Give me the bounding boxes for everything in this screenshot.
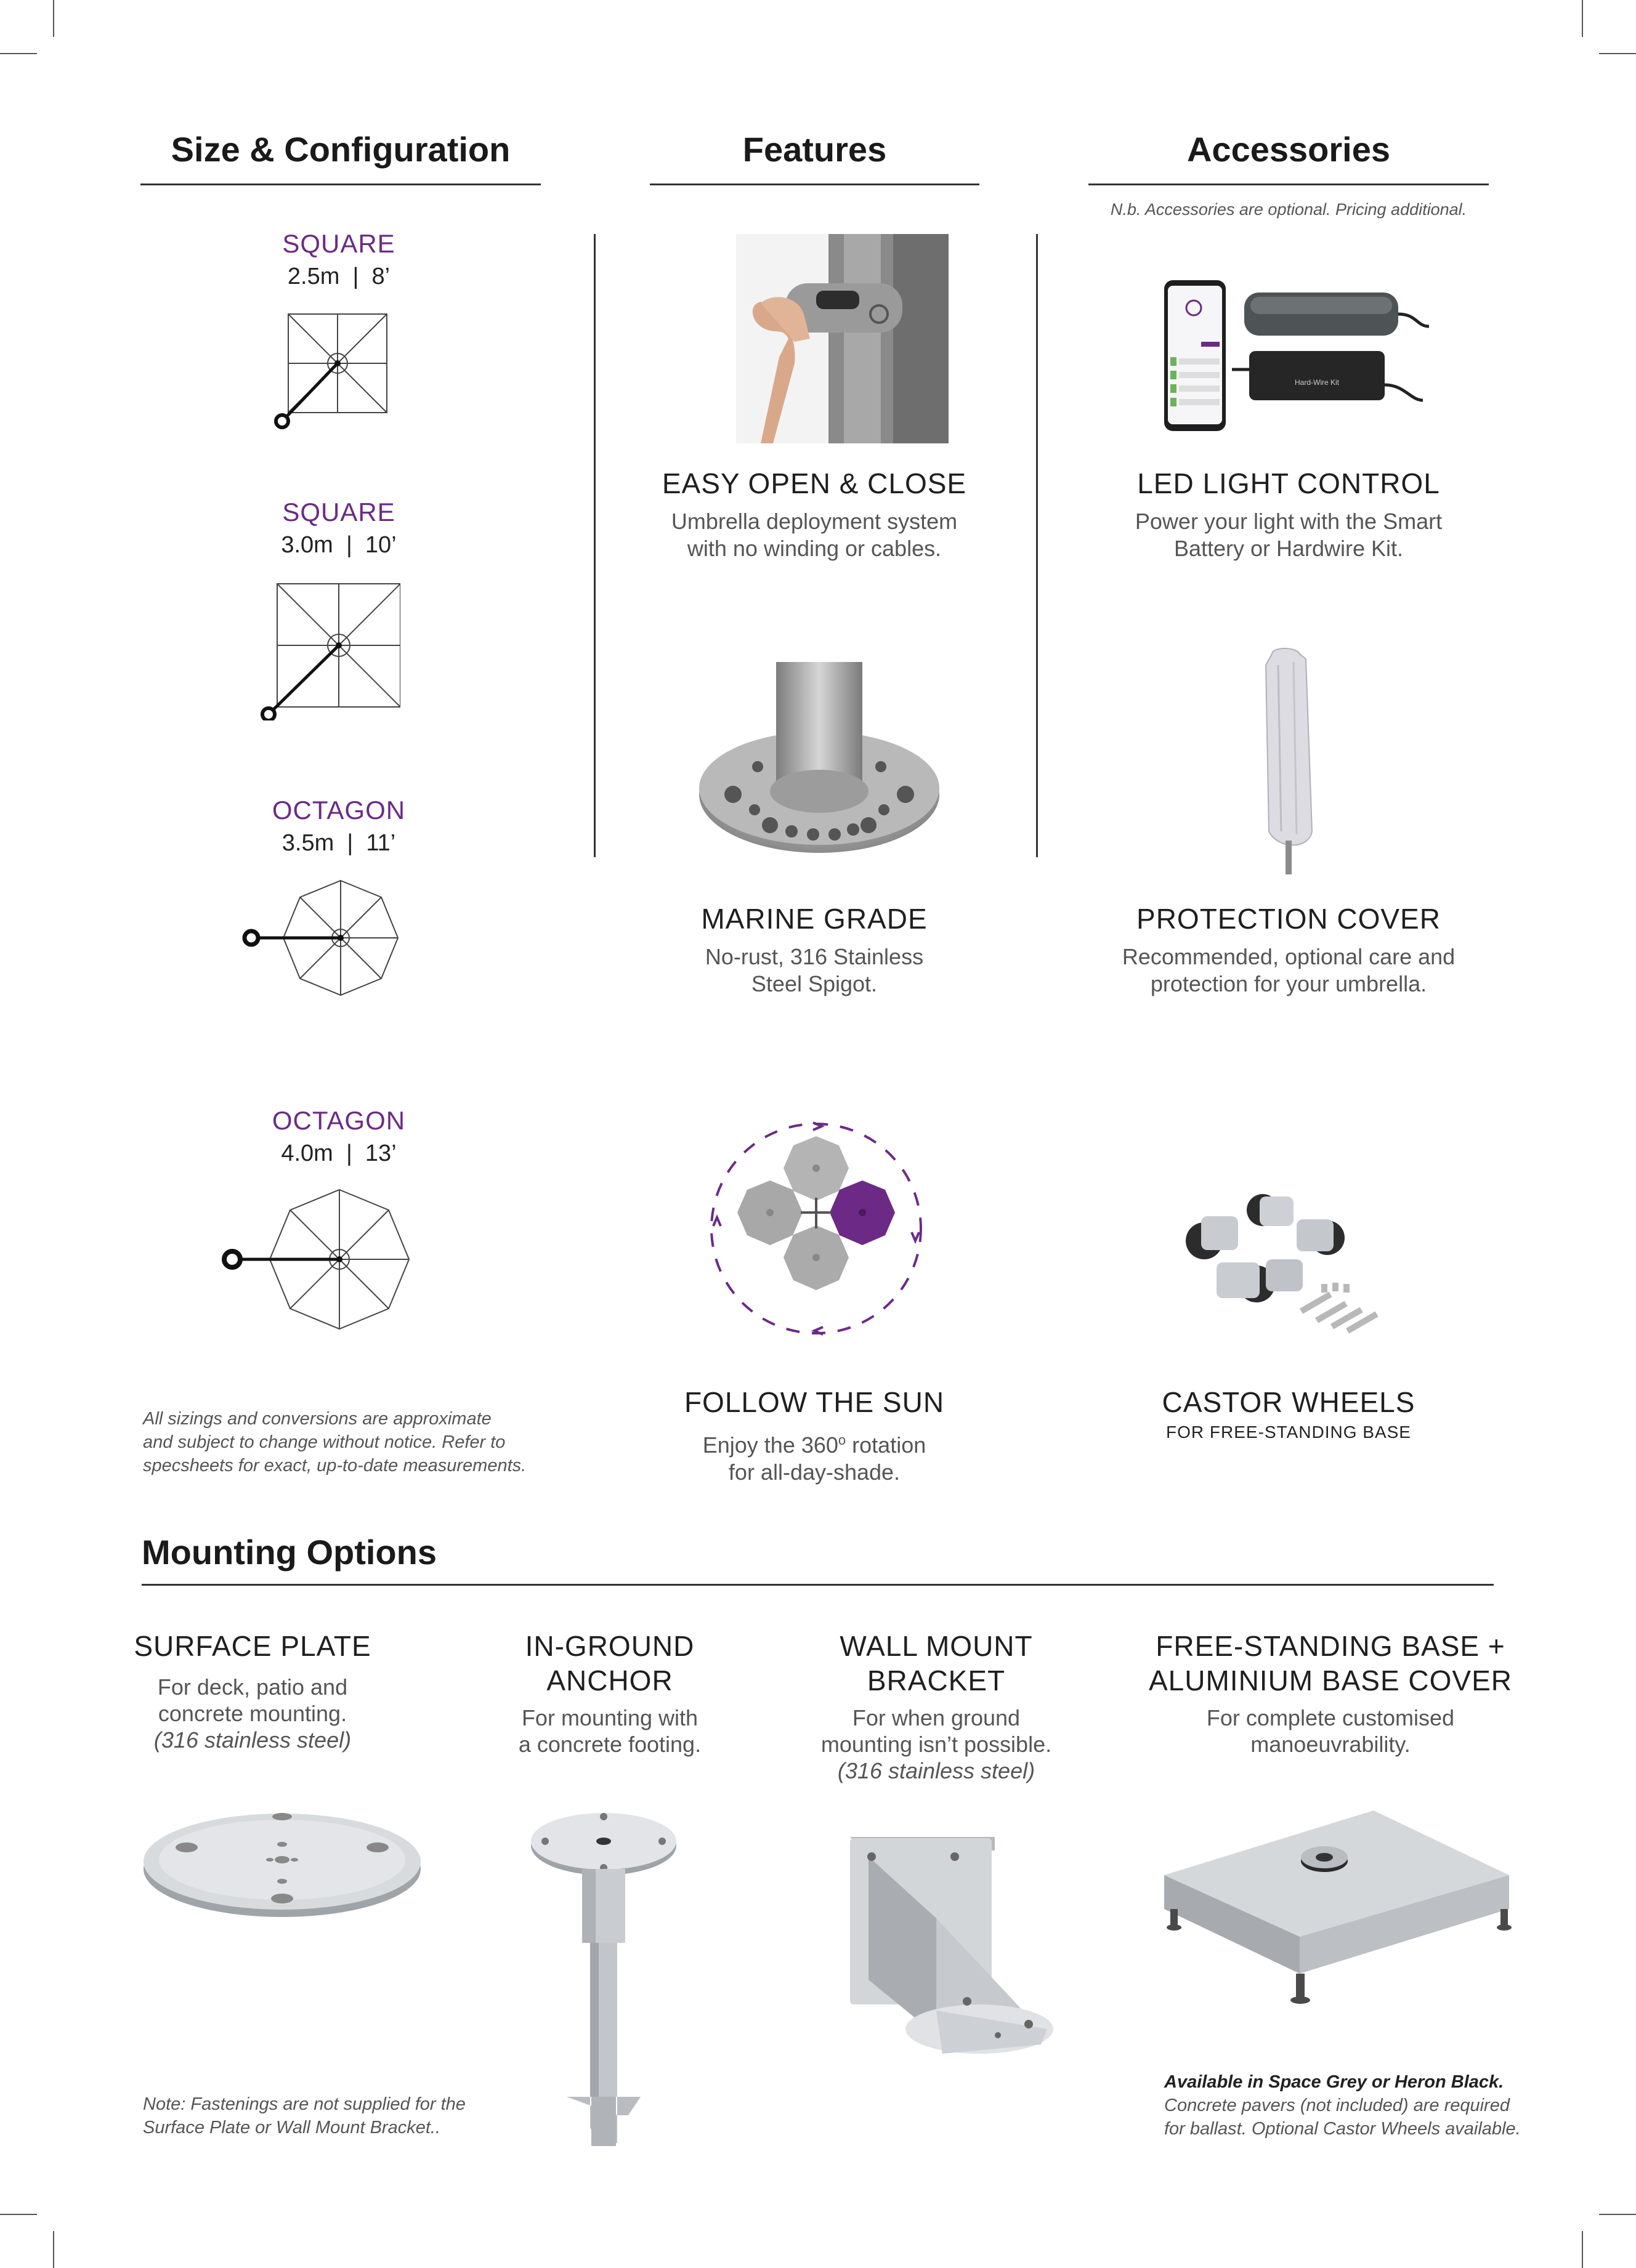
surface-plate-image — [140, 1801, 424, 1924]
crop-mark — [0, 53, 37, 54]
title-line: WALL MOUNT — [840, 1630, 1033, 1662]
marine-grade-spigot-image — [696, 662, 942, 865]
octagon-canopy-icon — [240, 874, 425, 1035]
size-shape-label: SQUARE — [282, 229, 395, 258]
title-line: IN-GROUND — [525, 1630, 695, 1662]
feature-title: EASY OPEN & CLOSE — [662, 467, 967, 499]
desc-line: (316 stainless steel) — [153, 1727, 352, 1753]
feature-description — [599, 508, 1030, 562]
mount-description — [487, 1705, 733, 1757]
size-shape-label: OCTAGON — [272, 1106, 406, 1135]
mount-title — [1121, 1629, 1540, 1698]
desc-line: for all-day-shade. — [728, 1459, 901, 1485]
accessories-note: N.b. Accessories are optional. Pricing additional. — [1110, 200, 1467, 219]
accessory-title: LED LIGHT CONTROL — [1137, 467, 1440, 499]
title-line: BRACKET — [867, 1665, 1006, 1697]
heading-mounting: Mounting Options — [142, 1533, 437, 1572]
desc-line: protection for your umbrella. — [1150, 971, 1427, 996]
desc-line: Umbrella deployment system — [671, 509, 958, 534]
heading-rule — [142, 1584, 1494, 1586]
title-line: FREE-STANDING BASE + — [1156, 1630, 1505, 1662]
desc-line: For mounting with — [521, 1705, 699, 1730]
size-shape-label: OCTAGON — [272, 796, 406, 825]
note-line: Concrete pavers (not included) are required — [1164, 2096, 1510, 2115]
crop-mark — [1599, 2214, 1636, 2215]
desc-line: with no winding or cables. — [687, 536, 942, 561]
title-line: ALUMINIUM BASE COVER — [1149, 1665, 1512, 1697]
heading-rule — [140, 184, 541, 185]
note-line: All sizings and conversions are approximate — [143, 1409, 492, 1429]
note-emphasis: Available in Space Grey or Heron Black. — [1164, 2072, 1504, 2092]
desc-line: (316 stainless steel) — [837, 1758, 1035, 1783]
led-light-control-image — [1158, 277, 1435, 437]
mount-title — [129, 1629, 376, 1663]
mount-fastenings-note — [143, 2092, 574, 2139]
mount-description — [1121, 1705, 1540, 1757]
sizes-disclaimer — [143, 1407, 574, 1477]
square-canopy-icon — [271, 308, 394, 431]
note-line: for ballast. Optional Castor Wheels available. — [1164, 2119, 1521, 2139]
crop-mark — [0, 2214, 37, 2215]
feature-description — [599, 1427, 1030, 1486]
note-line: Surface Plate or Wall Mount Bracket.. — [143, 2118, 441, 2137]
desc-line: concrete mounting. — [158, 1701, 347, 1726]
note-line: specsheets for exact, up-to-date measurements. — [143, 1456, 527, 1475]
desc-line: For deck, patio and — [157, 1674, 348, 1700]
accessory-description — [1073, 508, 1504, 562]
desc-line: For complete customised — [1206, 1705, 1455, 1730]
size-dimension-label: 3.5m | 11’ — [281, 830, 396, 856]
crop-mark — [1582, 0, 1583, 37]
note-line: Note: Fastenings are not supplied for the — [143, 2094, 466, 2114]
feature-title: MARINE GRADE — [701, 903, 928, 935]
easy-open-handle-image — [736, 234, 949, 443]
heading-rule — [650, 184, 979, 185]
note-line: and subject to change without notice. Refer to — [143, 1432, 506, 1452]
desc-line: Battery or Hardwire Kit. — [1173, 536, 1404, 561]
title-line: SURFACE PLATE — [134, 1630, 371, 1662]
column-divider — [1036, 234, 1038, 857]
heading-rule — [1088, 184, 1489, 185]
feature-description — [599, 943, 1030, 998]
mount-description — [813, 1705, 1059, 1784]
desc-line: manoeuvrability. — [1250, 1732, 1411, 1757]
desc-text: Enjoy the 360 — [702, 1432, 838, 1458]
desc-line: a concrete footing. — [518, 1732, 702, 1757]
desc-line: mounting isn’t possible. — [820, 1732, 1052, 1757]
crop-mark — [1599, 53, 1636, 54]
crop-mark — [53, 2231, 54, 2268]
mount-title — [813, 1629, 1059, 1698]
free-standing-base-image — [1158, 1804, 1515, 2014]
feature-title: FOLLOW THE SUN — [684, 1386, 945, 1418]
desc-line: No-rust, 316 Stainless — [705, 944, 924, 969]
accessory-description — [1073, 943, 1504, 998]
heading-accessories: Accessories — [1186, 130, 1390, 169]
desc-line: For when ground — [852, 1705, 1021, 1730]
accessory-title: CASTOR WHEELS — [1162, 1386, 1415, 1418]
device-label: Hard-Wire Kit — [1294, 378, 1340, 387]
mount-description — [129, 1674, 376, 1753]
size-shape-label: SQUARE — [282, 498, 395, 527]
column-divider — [594, 234, 596, 857]
heading-size-config: Size & Configuration — [171, 130, 511, 169]
crop-mark — [53, 0, 54, 37]
accessory-subtitle: FOR FREE-STANDING BASE — [1166, 1423, 1411, 1442]
square-canopy-icon — [259, 579, 400, 720]
desc-line: Power your light with the Smart — [1135, 509, 1443, 534]
desc-line: Recommended, optional care and — [1122, 944, 1456, 969]
protection-cover-image — [1253, 647, 1334, 874]
base-availability-note — [1164, 2070, 1595, 2141]
follow-the-sun-rotation-image — [702, 1112, 930, 1346]
title-line: ANCHOR — [546, 1665, 673, 1697]
size-dimension-label: 4.0m | 13’ — [281, 1140, 397, 1166]
mount-title — [487, 1629, 733, 1698]
size-dimension-label: 2.5m | 8’ — [287, 264, 391, 289]
wall-mount-bracket-image — [844, 1832, 1053, 2060]
accessory-title: PROTECTION COVER — [1136, 903, 1441, 935]
desc-text: rotation — [846, 1432, 926, 1458]
size-dimension-label: 3.0m | 10’ — [281, 532, 397, 558]
degree-superscript: o — [838, 1432, 846, 1448]
crop-mark — [1582, 2231, 1583, 2268]
octagon-canopy-icon — [219, 1182, 440, 1367]
heading-features: Features — [742, 130, 887, 169]
desc-line: Steel Spigot. — [751, 971, 878, 996]
castor-wheels-image — [1167, 1192, 1389, 1346]
desc-line — [599, 1427, 1030, 1459]
